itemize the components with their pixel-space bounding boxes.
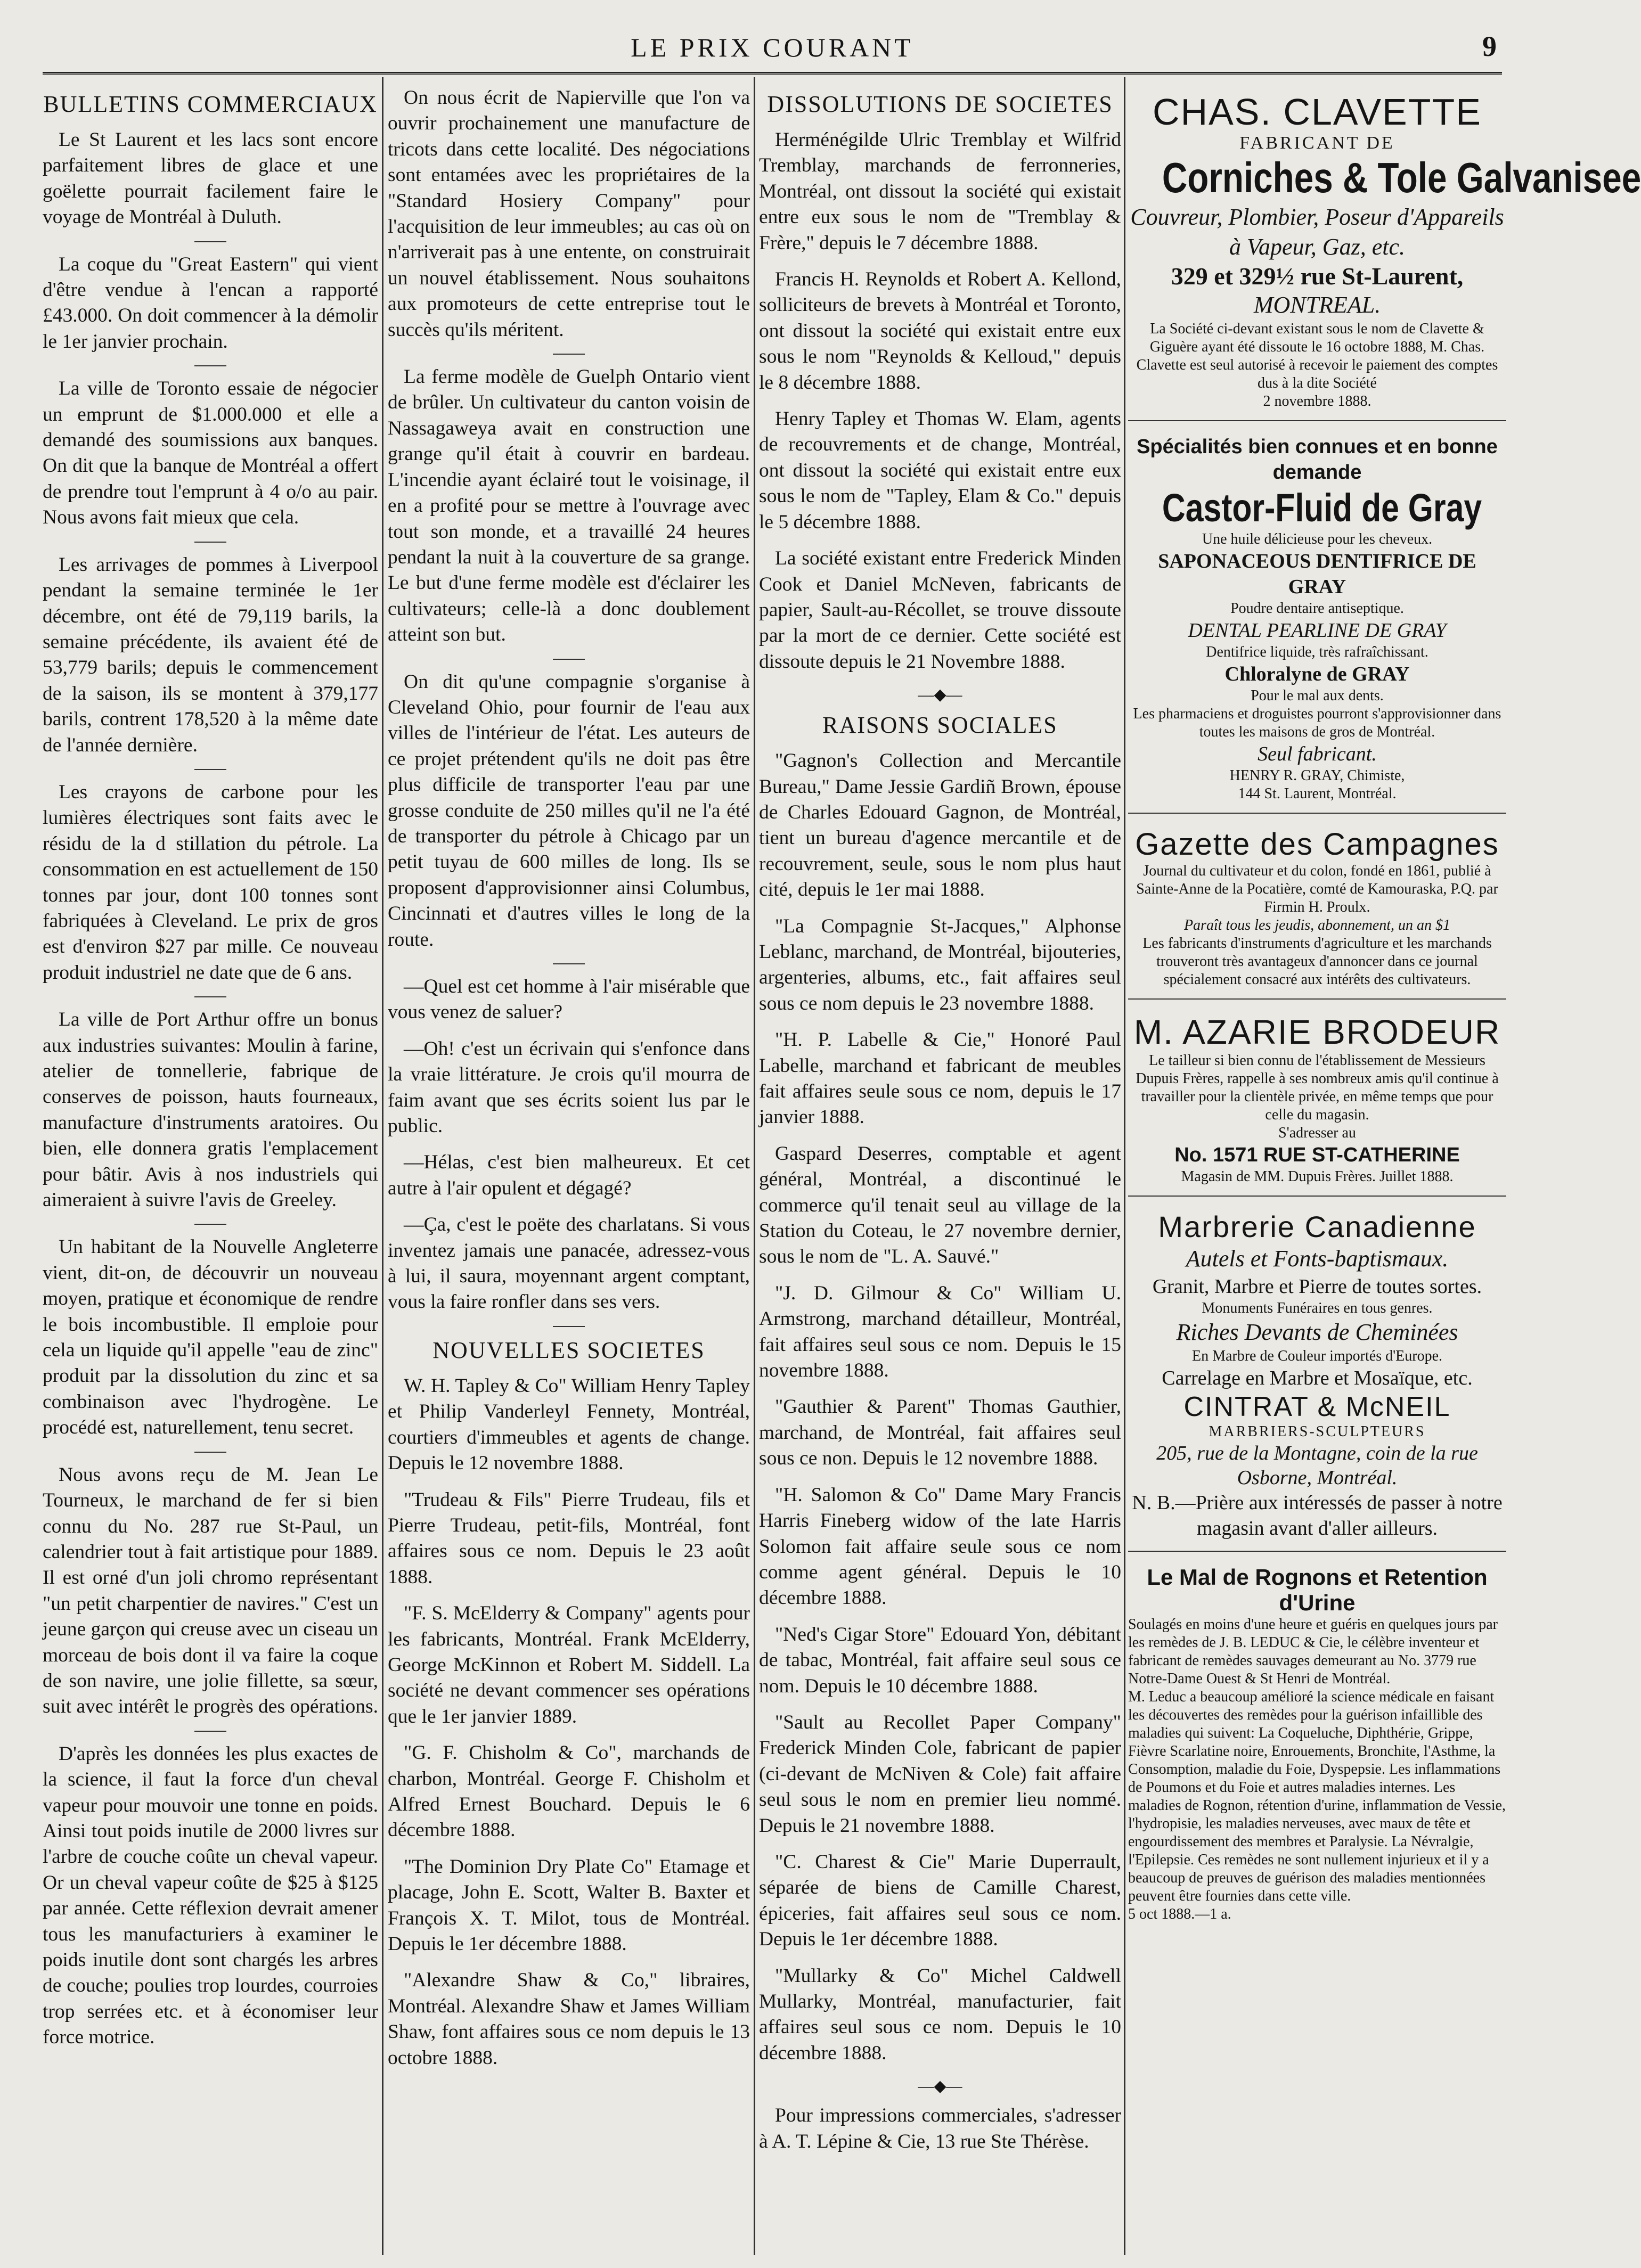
separator [194,996,226,997]
section-heading: NOUVELLES SOCIETES [432,1337,705,1363]
separator [194,1452,226,1453]
dialogue-line: —Hélas, c'est bien malheureux. Et cet autre à l'air opulent et dégagé? [388,1151,750,1199]
article-paragraph: La coque du "Great Eastern" qui vient d'être vendue à l'encan a rapporté £43.000. On doit commencer à la démolir le 1er janvier prochain. [43,253,378,353]
ad-line: En Marbre de Couleur importés d'Europe. [1191,1348,1443,1364]
ad-note: Les pharmaciens et droguistes pourront s'approvisionner dans toutes les maisons de gros de Montréal. [1133,706,1501,740]
printing-notice: Pour impressions commerciales, s'adresser à A. T. Lépine & Cie, 13 rue Ste Thérèse. [759,2105,1121,2152]
society-entry: "Trudeau & Fils" Pierre Trudeau, fils et Pierre Trudeau, petit-fils, Montréal, font affaires sous ce nom. Depuis le 23 août 1888. [388,1488,750,1588]
firm-entry: "H. Salomon & Co" Dame Mary Francis Harris Fineberg widow of the late Harris Solomon fait affaire seule sous ce nom comme agent général. Depuis le 10 décembre 1888. [759,1484,1121,1609]
newspaper-title: LE PRIX COURANT [631,32,914,62]
ad-address: No. 1571 RUE ST-CATHERINE [1174,1144,1460,1166]
ad-line-sub: Pour le mal aux dents. [1251,687,1384,704]
ad-line: SAPONACEOUS DENTIFRICE DE GRAY [1158,550,1476,598]
ad-marbrerie [1128,1204,1506,1552]
page-header [43,28,1502,70]
ad-leduc [1128,1559,1506,1933]
society-entry: W. H. Tapley & Co" William Henry Tapley et Philip Vanderleyl Fennety, Montréal, courtiers d'immeubles et agents de change. Depuis le 12 novembre 1888. [388,1374,750,1475]
ad-line: Chloralyne de GRAY [1224,663,1410,685]
ad-address: 205, rue de la Montagne, coin de la rue Osborne, Montréal. [1156,1442,1478,1489]
ad-note: Les fabricants d'instruments d'agriculture et les marchands trouveront très avantageux d'annoncer dans ce journal spécialement consacré aux intérêts des cultivateurs. [1142,935,1492,988]
ad-name: CHAS. CLAVETTE [1153,91,1482,133]
ad-contact: S'adresser au [1278,1125,1356,1141]
ad-line: Granit, Marbre et Pierre de toutes sortes. [1152,1275,1482,1298]
column-rule [1124,77,1125,2255]
firm-entry: "Gauthier & Parent" Thomas Gauthier, marchand, de Montréal, fait affaires seul sous ce non. Depuis le 12 novembre 1888. [759,1396,1121,1470]
ad-maker: Seul fabricant. [1258,743,1377,765]
ad-subtitle: FABRICANT DE [1239,133,1395,153]
ad-title: Gazette des Campagnes [1135,827,1499,862]
column-advertisements [1128,85,1641,2247]
separator [194,769,226,770]
ad-trades: Couvreur, Plombier, Poseur d'Appareils à Vapeur, Gaz, etc. [1130,204,1504,260]
dialogue-line: —Ça, c'est le poëte des charlatans. Si vous inventez jamais une panacée, adressez-vous à lui, il saura, moyennant argent comptant, vous la faire ronfler dans ses vers. [388,1214,750,1313]
firm-entry: "Mullarky & Co" Michel Caldwell Mullarky, Montréal, manufacturier, fait affaires seul sous ce nom. Depuis le 10 décembre 1888. [759,1964,1121,2064]
ad-notice: La Société ci-devant existant sous le nom de Clavette & Giguère ayant été dissoute le 16 octobre 1888, M. Chas. Clavette est seul autorisé à recevoir le paiement des comptes dus à la dite Société [1136,321,1498,391]
ad-line: Monuments Funéraires en tous genres. [1202,1300,1433,1316]
firm-entry: "Ned's Cigar Store" Edouard Yon, débitant de tabac, Montréal, fait affaire seul sous ce nom. Depuis le 10 décembre 1888. [759,1623,1121,1697]
dialogue-line: —Quel est cet homme à l'air misérable que vous venez de saluer? [388,976,750,1024]
ad-date: 2 novembre 1888. [1263,393,1371,410]
firm-entry: "H. P. Labelle & Cie," Honoré Paul Labelle, marchand et fabricant de meubles fait affaires seule sous ce nom, depuis le 17 janvier 1888. [759,1029,1121,1128]
ad-date: 5 oct 1888.—1 a. [1128,1906,1231,1922]
article-paragraph: La ferme modèle de Guelph Ontario vient de brûler. Un cultivateur du canton voisin de Nassagaweya avait en construction une grange qu'il était à couvrir en bardeau. L'incendie ayant éclairé tout le voisinage, il en a profité pour se mettre à l'ouvrage avec tout son monde, et a travaillé 24 heures pendant la nuit à la couverture de sa grange. Le but d'une ferme modèle est d'éclairer les cultivateurs; celle-là a donc doublement atteint son but. [388,366,750,646]
article-paragraph: On nous écrit de Napierville que l'on va ouvrir prochainement une manufacture de tricots dans cette localité. Des négociations sont entamées avec les propriétaires de la "Standard Hosiery Company" pour l'acquisition de leur immeubles; au cas où on n'arriverait pas à une entente, on construirait un nouvel établissement. Nous souhaitons aux promoteurs de cette entreprise tout le succès qu'ils méritent. [388,87,750,341]
dissolution-entry: Henry Tapley et Thomas W. Elam, agents de recouvrements et de change, Montréal, ont dissout la société qui existait entre eux sous le nom de "Tapley, Elam & Co." depuis le 5 décembre 1888. [759,408,1121,533]
article-paragraph: La ville de Toronto essaie de négocier un emprunt de $1.000.000 et elle a demandé des soumissions aux banques. On dit que la banque de Montréal a offert de prendre tout l'emprunt à 4 o/o au pair. Nous avons fait mieux que cela. [43,378,378,529]
ad-line-sub: Poudre dentaire antiseptique. [1230,600,1404,617]
ad-title: Marbrerie Canadienne [1158,1210,1476,1243]
section-heading: BULLETINS COMMERCIAUX [43,91,378,117]
column-rule [754,77,755,2255]
firm-entry: "C. Charest & Cie" Marie Duperrault, séparée de biens de Camille Charest, épiceries, fait affaires seul sous ce nom. Depuis le 1er décembre 1888. [759,1851,1121,1951]
page-number: 9 [1482,30,1497,62]
ad-product: Castor-Fluid de Gray [1162,486,1482,530]
column-news [388,85,750,2247]
firm-entry: "J. D. Gilmour & Co" William U. Armstrong, marchand détailleur, Montréal, fait affaires seul sous ce nom. Depuis le 15 novembre 1888. [759,1282,1121,1382]
separator [194,1731,226,1732]
firm-entry: "Sault au Recollet Paper Company" Frederick Minden Cole, fabricant de papier (ci-devant de McNiven & Cole) fait affaire seul sous le nom en premier lieu nommé. Depuis le 21 novembre 1888. [759,1711,1121,1837]
ad-text: Le tailleur si bien connu de l'établissement de Messieurs Dupuis Frères, rappelle à ses nombreux amis qu'il continue à travailler pour la clientèle privée, en même temps que pour celle du magasin. [1136,1052,1499,1123]
ad-gazette [1128,821,1506,1000]
column-rule [382,77,383,2255]
ad-note: Magasin de MM. Dupuis Frères. Juillet 1888. [1181,1168,1454,1185]
ad-maker-address: 144 St. Laurent, Montréal. [1238,785,1397,802]
ornament-icon: —◆— [918,686,962,704]
ad-title: Le Mal de Rognons et Retention d'Urine [1147,1565,1488,1615]
ad-firm-sub: MARBRIERS-SCULPTEURS [1209,1423,1426,1440]
ad-gray [1128,429,1506,814]
firm-entry: "La Compagnie St-Jacques," Alphonse Leblanc, marchand, de Montréal, bijouteries, argenteries, albums, etc., fait affaires seul sous ce nom depuis le 23 novembre 1888. [759,915,1121,1014]
article-paragraph: Le St Laurent et les lacs sont encore parfaitement libres de glace et une goëlette pourrait facilement faire le voyage de Montréal à Duluth. [43,129,378,228]
dissolution-entry: Herménégilde Ulric Tremblay et Wilfrid Tremblay, marchands de ferronneries, Montréal, ont dissout la société qui existait entre eux sous le nom de "Tremblay & Frère," depuis le 7 décembre 1888. [759,129,1121,254]
ad-description: Journal du cultivateur et du colon, fondé en 1861, publié à Sainte-Anne de la Pocatière, comté de Kamouraska, P.Q. par Firmin H. Proulx. [1136,863,1498,915]
separator [194,542,226,543]
ad-product-sub: Une huile délicieuse pour les cheveux. [1202,531,1433,547]
ad-note: N. B.—Prière aux intéressés de passer à notre magasin avant d'aller ailleurs. [1132,1492,1503,1540]
ad-headline: Spécialités bien connues et en bonne demande [1137,436,1498,484]
section-heading: DISSOLUTIONS DE SOCIETES [767,91,1113,117]
separator [553,354,585,355]
article-paragraph: D'après les données les plus exactes de la science, il faut la force d'un cheval vapeur pour mouvoir une tonne en poids. Ainsi tout poids inutile de 2000 livres sur l'arbre de couche coûte un cheval vapeur. Or un cheval vapeur coûte de $25 à $125 par année. Cette réflexion devrait amener tous les manufacturiers à examiner le poids inutile dont sont chargés les arbres de couche; poulies trop lourdes, courroies trop serrées etc. et à économiser leur force motrice. [43,1742,378,2049]
firm-entry: Gaspard Deserres, comptable et agent général, Montréal, a discontinué le commerce qu'il tenait seul au village de la Station du Coteau, le 27 novembre dernier, sous le nom de "L. A. Sauvé." [759,1142,1121,1268]
article-paragraph: On dit qu'une compagnie s'organise à Cleveland Ohio, pour fournir de l'eau aux villes de l'intérieur de l'état. Les auteurs de ce projet prétendent qu'ils ne doit pas être plus difficile de transporter l'eau par une grosse conduite de 250 milles qu'il ne l'a été de transporter du pétrole à Chicago par un petit tuyau de 600 milles de long. Ils se proposent d'approvisionner ainsi Columbus, Cincinnati et d'autres villes le long de la route. [388,670,750,951]
ad-line-sub: Dentifrice liquide, très rafraîchissant. [1206,644,1428,660]
ad-text: Soulagés en moins d'une heure et guéris en quelques jours par les remèdes de J. B. LEDUC & Cie, le célèbre inventeur et fabricant de remèdes sauvages demeurant au No. 3779 rue Notre-Dame Ouest & St Henri de Montréal. [1128,1616,1498,1687]
separator [194,1224,226,1225]
ad-brodeur [1128,1007,1506,1197]
article-paragraph: La ville de Port Arthur offre un bonus aux industries suivantes: Moulin à farine, atelier de tonnellerie, fabrique de conserves de poisson, hauts fourneaux, manufacture d'instruments aratoires. Ou bien, elle donnera gratis l'emplacement pour bâtir. Avis à nos industriels qui aimeraient à suivre l'avis de Greeley. [43,1009,378,1211]
header-rule [43,72,1502,75]
ad-text: M. Leduc a beaucoup amélioré la science médicale en faisant les découvertes des remèdes pour la guérison infaillible des maladies qui suivent: La Coqueluche, Diphthérie, Grippe, Fièvre Scarlatine noire, Enrouements, Bronchite, l'Asthme, la Consomption, maladie du Foie, Dyspepsie. Les inflammations de Poumons et du Foie et autres maladies internes. Les maladies de Rognon, rétention d'urine, inflammation de Vessie, l'hydropisie, les maladies nerveuses, avec maux de tête et engourdissement des membres et Paralysie. La Névralgie, l'Epilepsie. Ces remèdes ne sont nullement injurieux et il y a beaucoup de preuves de guérison des maladies mentionnées peuvent être fournies dans cette ville. [1128,1689,1506,1904]
society-entry: "F. S. McElderry & Company" agents pour les fabricants, Montréal. Frank McElderry, George McKinnon et Robert M. Siddell. La société ne devant commencer ses opérations que le 1er janvier 1889. [388,1602,750,1727]
ad-subtitle: Autels et Fonts-baptismaux. [1186,1246,1449,1272]
column-bulletins [43,85,378,2247]
section-heading: RAISONS SOCIALES [822,712,1058,739]
separator [553,1326,585,1327]
ad-city: MONTREAL. [1253,292,1381,318]
firm-entry: "Gagnon's Collection and Mercantile Bureau," Dame Jessie Gardiñ Brown, épouse de Charles Edouard Gagnon, de Montréal, tient un bureau d'agence mercantile et de recouvrement, seule, sous le nom plus haut cité, depuis le 1er mai 1888. [759,750,1121,901]
article-paragraph: Nous avons reçu de M. Jean Le Tourneux, le marchand de fer si bien connu du No. 287 rue St-Paul, un calendrier tout à fait artistique pour 1889. Il est orné d'un joli chromo représentant "un petit charpentier de navires." C'est un jeune garçon qui creuse avec un ciseau un morceau de bois dont il va faire la coque de son navire, une jolie fillette, sa sœur, suit avec intérêt le progrès des opérations. [43,1463,378,1718]
ad-line: DENTAL PEARLINE DE GRAY [1188,619,1447,642]
dissolution-entry: La société existant entre Frederick Minden Cook et Daniel McNeven, fabricants de papier, Sault-au-Récollet, se trouve dissoute par la mort de ce dernier. Cette société est dissoute depuis le 21 Novembre 1888. [759,547,1121,673]
ornament-icon: —◆— [918,2077,962,2095]
ad-maker-name: HENRY R. GRAY, Chimiste, [1229,767,1405,784]
article-paragraph: Les arrivages de pommes à Liverpool pendant la semaine terminée le 1er décembre, ont été de 79,119 barils, la semaine précédente, ils avaient été de 53,779 barils; depuis le commencement de la saison, ils se montent à 379,177 barils, contrent 178,520 à la même date de l'année dernière. [43,553,378,756]
ad-product: Corniches & Tole Galvanisee [1162,154,1641,201]
separator [553,659,585,660]
ad-address: 329 et 329½ rue St-Laurent, [1171,263,1464,290]
dissolution-entry: Francis H. Reynolds et Robert A. Kellond, solliciteurs de brevets à Montréal et Toronto, ont dissout la société qui existait entre eux sous le nom "Reynolds & Kelloud," depuis le 8 décembre 1888. [759,268,1121,394]
ad-firm: CINTRAT & McNEIL [1183,1391,1451,1422]
separator [553,963,585,964]
ad-name: M. AZARIE BRODEUR [1133,1013,1501,1051]
ad-clavette [1128,85,1641,421]
dialogue-line: —Oh! c'est un écrivain qui s'enfonce dans la vraie littérature. Je crois qu'il mourra de faim avant que ses écrits soient lus par le public. [388,1037,750,1137]
society-entry: "G. F. Chisholm & Co", marchands de charbon, Montréal. George F. Chisholm et Alfred Ernest Bouchard. Depuis le 6 décembre 1888. [388,1742,750,1841]
separator [194,365,226,366]
separator [194,241,226,242]
society-entry: "Alexandre Shaw & Co," libraires, Montréal. Alexandre Shaw et James William Shaw, font affaires sous ce nom depuis le 13 octobre 1888. [388,1969,750,2069]
article-paragraph: Un habitant de la Nouvelle Angleterre vient, dit-on, de découvrir un nouveau moyen, pratique et économique de rendre le bois incombustible. Il emploie pour cela un liquide qu'il appelle "eau de zinc" produit par la dissolution du zinc et sa combinaison avec l'hydrogène. Le procédé est, naturellement, tenu secret. [43,1236,378,1439]
column-dissolutions [759,85,1121,2247]
ad-line: Riches Devants de Cheminées [1176,1319,1458,1345]
society-entry: "The Dominion Dry Plate Co" Etamage et placage, John E. Scott, Walter B. Baxter et François X. T. Milot, tous de Montréal. Depuis le 1er décembre 1888. [388,1855,750,1955]
article-paragraph: Les crayons de carbone pour les lumières électriques sont faits avec le résidu de la d stillation du pétrole. La consommation en est actuellement de 150 tonnes par jour, dont 100 tonnes sont fabriquées à Cleveland. Le prix de gros est d'environ $27 par mille. Ce nouveau produit industriel ne date que de 6 ans. [43,781,378,984]
ad-line: Carrelage en Marbre et Mosaïque, etc. [1162,1367,1473,1389]
ad-frequency: Paraît tous les jeudis, abonnement, un an $1 [1183,917,1451,934]
